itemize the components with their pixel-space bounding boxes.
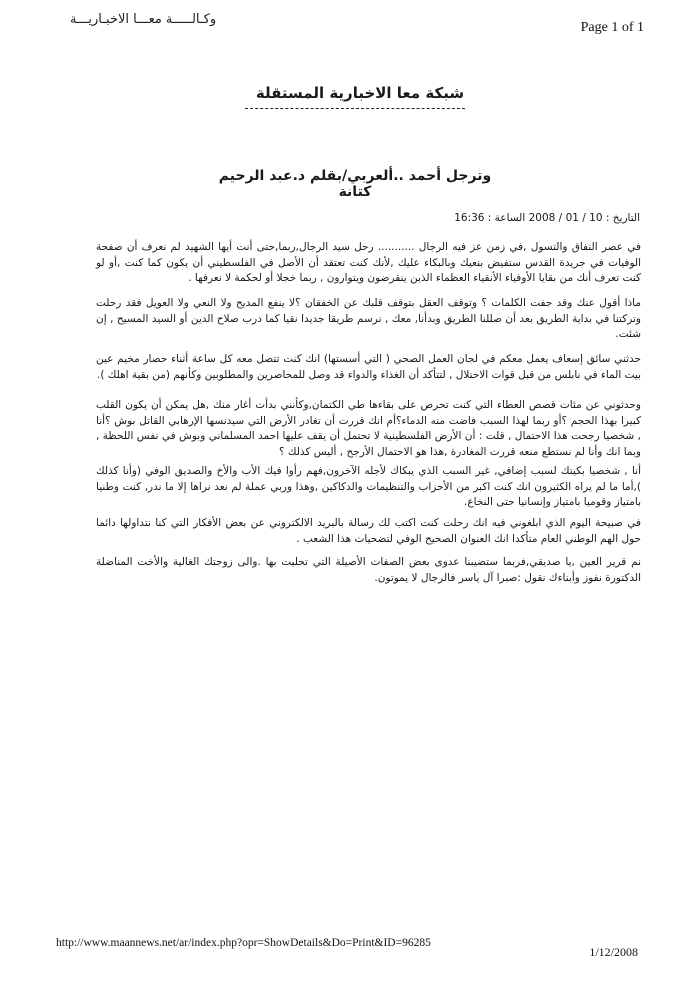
article-paragraph: نم قرير العين ,يا صديقي,فربما ستضيبنا عدوى بعض الصفات الأصيلة التي تحليت بها .والى زوجتك الغالية والأخت المناضلة الدكتورة نفوز وأبناءك نقول :صبرا آل ياسر فالرجال لا يموتون. (96, 556, 641, 584)
footer-date: 1/12/2008 (589, 945, 638, 959)
article-paragraph: أنا , شخصيا بكيتك لسبب إضافي, غير السبب الذي يبكاك لأجله الآخرون,فهم رأوا فيك الأب والأخ والصديق الوفي (وأنا كذلك ),أما ما لم يراه الكثيرون انك كنت اكبر من الأحزاب والتنظيمات والدكاكين ,وهذا وربي عملة لم نعد نراها إلا ما ندر, كنت وطنيا بامتياز وقوميا بامتياز وإنسانيا حتى النخاع. (96, 465, 641, 508)
article-date: التاريخ : 10 / 01 / 2008 الساعة : 16:36 (454, 212, 640, 224)
site-title: شبكة معا الاخبارية المستقلة (255, 84, 465, 102)
agency-header: وكـالـــــة معـــا الاخبـاريـــة (70, 12, 217, 27)
page-number: Page 1 of 1 (580, 20, 644, 35)
footer-url: http://www.maannews.net/ar/index.php?opr=ShowDetails&Do=Print&ID=96285 (56, 937, 431, 949)
article-paragraph: وحدثوني عن مئات قصص العطاء التي كنت تحرص على بقاءها طي الكتمان,وكأنني بدأت أغار منك ,هل يمكن أن يكون القلب كبيرا بهذا الحجم ؟أو ربما لهذا السبب فاضت منه الدماء؟أم انك قررت أن تغادر الأرض التي سيدنسها الإرهابي القاتل بوش ؟أنا , شخصيا رجحت هذا الاحتمال , قلت : أن الأرض الفلسطينية لا تحتمل أن يقف عليها احمد المسلماني وبوش في نفس اللحظة , وبما انك وأنا لم نستطع منعه قررت المغادرة ,هذا هو الاحتمال الأرجح , أليس كذلك ؟ (96, 399, 641, 458)
title-underline (245, 108, 465, 109)
article-title: وترجل أحمد ..ألعربي/بقلم د.عبد الرحيم كتانة (218, 168, 492, 200)
article-paragraph: حدثني سائق إسعاف يعمل معكم في لجان العمل الصحي ( التي أسستها) انك كنت تتصل معه كل ساعة أثناء حصار مخيم عين بيت الماء في نابلس من قبل قوات الاحتلال , لتتأكد أن الغذاء والدواء قد وصل للمحاصرين والمطلوبين وكأنهم (من بقية اهلك ). (96, 353, 641, 381)
article-paragraph: ماذا أقول عنك وقد جفت الكلمات ؟ وتوقف العقل بتوقف قلبك عن الخفقان ؟لا ينفع المديح ولا النعي ولا العويل فقد رحلت وتركتنا في بداية الطريق بعد أن صللنا الطريق وبدأنا, معك , نرسم طريقا جديدا نقيا كما درب صلاح الدين أو السيد المسيح , إن شئت. (96, 297, 641, 340)
article-paragraph: في صبيحة اليوم الذي ابلغوني فيه انك رحلت كنت اكتب لك رسالة بالبريد الالكتروني عن بعض الأفكار التي كنا نتداولها دائما حول الهم الوطني العام متأكدا انك العنوان الصحيح الوفي لتضحيات هذا الشعب . (96, 517, 641, 545)
article-paragraph: في عصر النفاق والتسول ,في زمن عز فيه الرجال ........... رحل سيد الرجال,ربما,حتى أنت أيها الشهيد لم نعرف أن صفحة الوفيات في جريدة القدس ستفيض بنعيك وبالبكاء عليك ,لأنك كنت تعتقد أن الأصل في الفلسطيني أن يكون كما كنت ,أو لو كنت تعرف أنك من بقايا الأوفياء الأنقياء العظماء الذين ينقرضون ويتوارون , ربما خجلا أو لحكمة لا نعرفها . (96, 241, 641, 284)
